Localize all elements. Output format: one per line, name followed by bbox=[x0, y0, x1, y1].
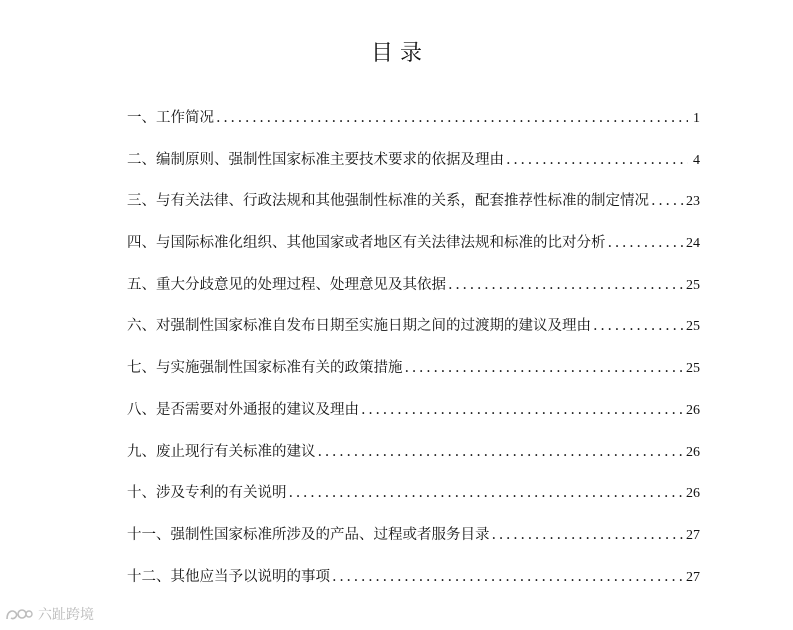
toc-page-number: 26 bbox=[686, 402, 700, 418]
toc-entry[interactable] bbox=[127, 440, 700, 482]
toc-entry-label: 四、与国际标准化组织、其他国家或者地区有关法律法规和标准的比对分析 bbox=[127, 235, 606, 252]
toc-leader-dots bbox=[216, 110, 688, 126]
toc-leader-dots bbox=[492, 527, 685, 543]
toc-entry[interactable] bbox=[127, 273, 700, 315]
toc-entry[interactable] bbox=[127, 231, 700, 273]
toc-entry-label: 二、编制原则、强制性国家标准主要技术要求的依据及理由 bbox=[127, 151, 504, 168]
toc-entry-label: 一、工作简况 bbox=[127, 110, 214, 126]
toc-entry[interactable] bbox=[127, 148, 700, 190]
toc-page-number: 23 bbox=[686, 194, 700, 210]
toc-entry-label: 五、重大分歧意见的处理过程、处理意见及其依据 bbox=[127, 276, 446, 293]
toc-entry[interactable] bbox=[127, 356, 700, 398]
toc-page-number: 25 bbox=[686, 277, 700, 293]
toc-leader-dots bbox=[593, 318, 684, 334]
watermark bbox=[4, 604, 94, 624]
toc-entry-label: 七、与实施强制性国家标准有关的政策措施 bbox=[127, 360, 403, 377]
toc-leader-dots bbox=[448, 277, 684, 293]
toc-leader-dots bbox=[361, 402, 684, 418]
toc-entry[interactable] bbox=[127, 189, 700, 231]
toc-entry[interactable] bbox=[127, 398, 700, 440]
toc-leader-dots bbox=[506, 152, 688, 168]
toc-entry[interactable] bbox=[127, 481, 700, 523]
toc-entry[interactable] bbox=[127, 523, 700, 565]
toc-page-number: 24 bbox=[686, 236, 700, 252]
toc-page-number: 26 bbox=[686, 486, 700, 502]
page-title: 目 录 bbox=[371, 41, 422, 66]
toc-page-number: 1 bbox=[693, 111, 700, 126]
toc-page-number: 26 bbox=[686, 444, 700, 460]
toc-entry-label: 十一、强制性国家标准所涉及的产品、过程或者服务目录 bbox=[127, 526, 490, 543]
table-of-contents bbox=[127, 106, 700, 606]
toc-entry-label: 八、是否需要对外通报的建议及理由 bbox=[127, 401, 359, 418]
toc-entry-label: 六、对强制性国家标准自发布日期至实施日期之间的过渡期的建议及理由 bbox=[127, 318, 591, 335]
toc-entry-label: 九、废止现行有关标准的建议 bbox=[127, 443, 316, 460]
toc-entry-label: 三、与有关法律、行政法规和其他强制性标准的关系，配套推荐性标准的制定情况 bbox=[127, 193, 649, 210]
toc-entry-label: 十、涉及专利的有关说明 bbox=[127, 485, 287, 502]
toc-entry[interactable] bbox=[127, 314, 700, 356]
toc-page-number: 25 bbox=[686, 361, 700, 377]
toc-leader-dots bbox=[651, 193, 684, 209]
toc-entry-label: 十二、其他应当予以说明的事项 bbox=[127, 568, 330, 585]
toc-entry[interactable] bbox=[127, 565, 700, 607]
toc-page-number: 27 bbox=[686, 569, 700, 585]
toc-leader-dots bbox=[608, 235, 685, 251]
toc-page-number: 25 bbox=[686, 319, 700, 335]
toc-leader-dots bbox=[332, 569, 684, 585]
toc-page-number: 27 bbox=[686, 527, 700, 543]
logo-icon bbox=[4, 605, 34, 623]
toc-leader-dots bbox=[318, 444, 685, 460]
watermark-text: 六趾跨境 bbox=[38, 607, 94, 623]
toc-leader-dots bbox=[405, 360, 685, 376]
toc-leader-dots bbox=[289, 485, 685, 501]
toc-entry[interactable] bbox=[127, 106, 700, 148]
toc-page-number: 4 bbox=[693, 152, 700, 168]
